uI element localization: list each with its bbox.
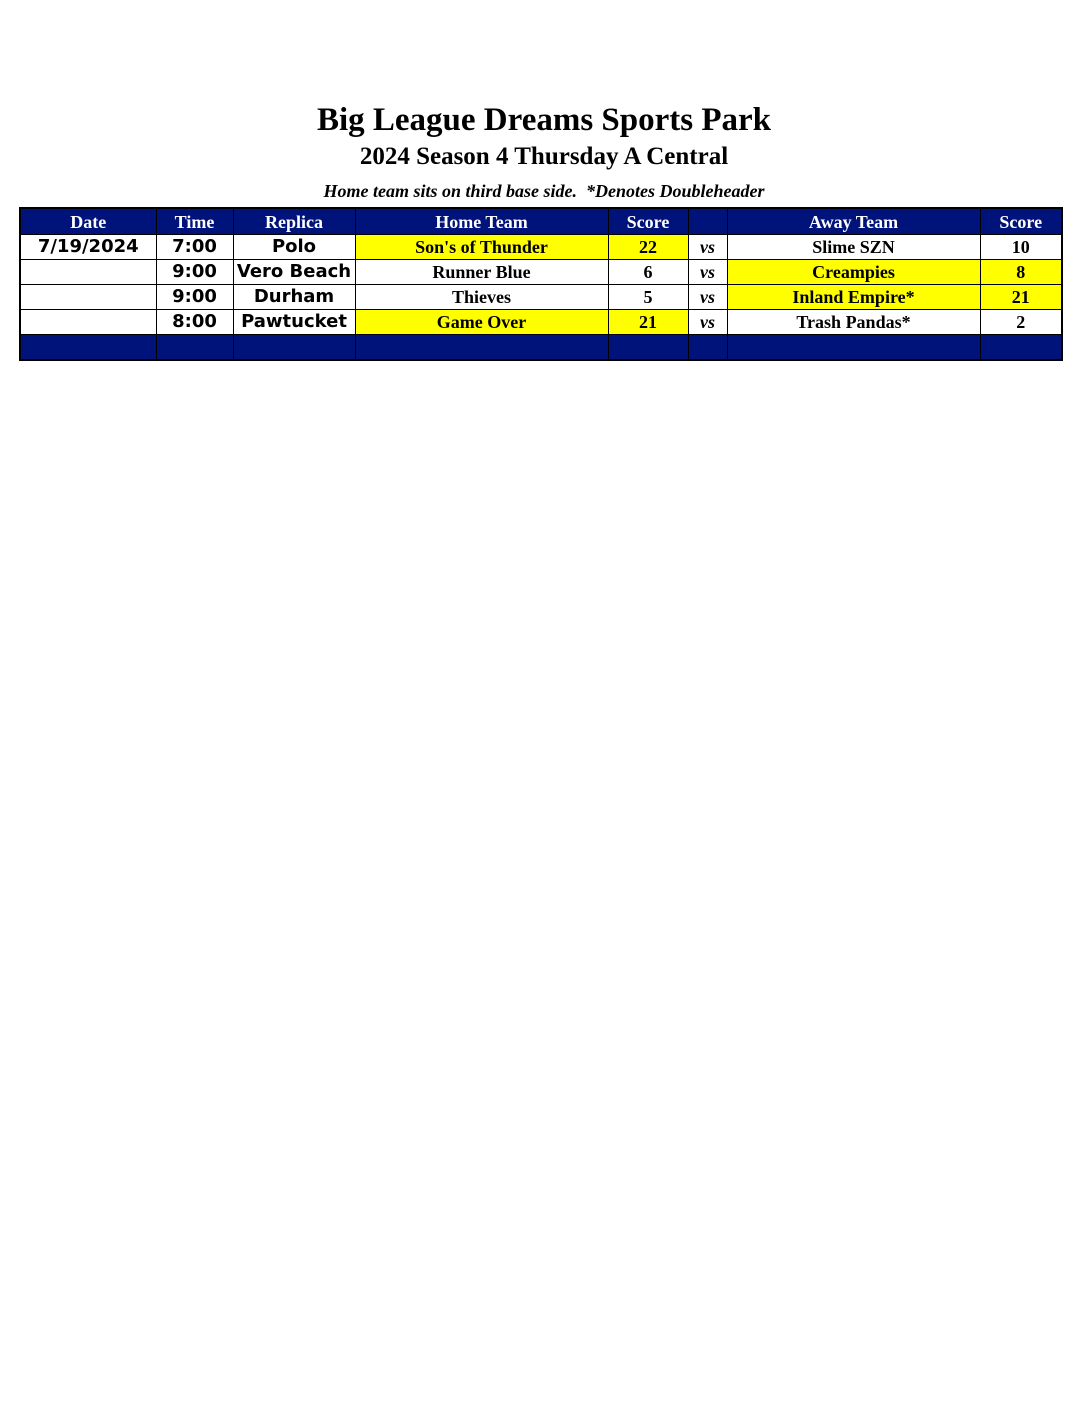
schedule-table — [19, 207, 1063, 361]
page-title: Big League Dreams Sports Park — [316, 102, 772, 138]
season-subtitle: 2024 Season 4 Thursday A Central — [359, 143, 729, 170]
replica-cell: Polo — [233, 235, 355, 260]
home-team-cell: Thieves — [355, 285, 608, 310]
table-row — [20, 310, 1062, 335]
home-score-cell: 21 — [608, 310, 688, 335]
replica-cell: Vero Beach — [233, 260, 355, 285]
replica-cell: Durham — [233, 285, 355, 310]
away-score-cell: 8 — [980, 260, 1062, 285]
time-cell: 9:00 — [156, 260, 233, 285]
table-row — [20, 285, 1062, 310]
column-header-vs — [688, 208, 727, 235]
date-cell — [20, 260, 156, 285]
table-row — [20, 235, 1062, 260]
footer-cell — [980, 335, 1062, 361]
vs-cell: vs — [688, 310, 727, 335]
home-team-cell: Son's of Thunder — [355, 235, 608, 260]
date-cell — [20, 310, 156, 335]
away-team-cell: Inland Empire* — [727, 285, 980, 310]
column-header-time: Time — [156, 208, 233, 235]
home-score-cell: 6 — [608, 260, 688, 285]
column-header-away-score: Score — [980, 208, 1062, 235]
away-score-cell: 21 — [980, 285, 1062, 310]
away-team-cell: Trash Pandas* — [727, 310, 980, 335]
time-cell: 7:00 — [156, 235, 233, 260]
time-cell: 9:00 — [156, 285, 233, 310]
time-cell: 8:00 — [156, 310, 233, 335]
date-cell — [20, 285, 156, 310]
replica-cell: Pawtucket — [233, 310, 355, 335]
away-team-cell: Slime SZN — [727, 235, 980, 260]
date-cell: 7/19/2024 — [20, 235, 156, 260]
table-header-row — [20, 208, 1062, 235]
footer-cell — [688, 335, 727, 361]
column-header-home-score: Score — [608, 208, 688, 235]
footer-cell — [727, 335, 980, 361]
footer-cell — [233, 335, 355, 361]
schedule-note: Home team sits on third base side. *Denotes Doubleheader — [323, 181, 765, 201]
away-score-cell: 10 — [980, 235, 1062, 260]
column-header-away-team: Away Team — [727, 208, 980, 235]
home-score-cell: 5 — [608, 285, 688, 310]
footer-cell — [355, 335, 608, 361]
away-team-cell: Creampies — [727, 260, 980, 285]
vs-cell: vs — [688, 260, 727, 285]
column-header-replica: Replica — [233, 208, 355, 235]
column-header-date: Date — [20, 208, 156, 235]
home-team-cell: Runner Blue — [355, 260, 608, 285]
vs-cell: vs — [688, 285, 727, 310]
table-row — [20, 260, 1062, 285]
home-team-cell: Game Over — [355, 310, 608, 335]
footer-cell — [608, 335, 688, 361]
footer-cell — [156, 335, 233, 361]
table-footer-row — [20, 335, 1062, 361]
away-score-cell: 2 — [980, 310, 1062, 335]
vs-cell: vs — [688, 235, 727, 260]
column-header-home-team: Home Team — [355, 208, 608, 235]
home-score-cell: 22 — [608, 235, 688, 260]
footer-cell — [20, 335, 156, 361]
